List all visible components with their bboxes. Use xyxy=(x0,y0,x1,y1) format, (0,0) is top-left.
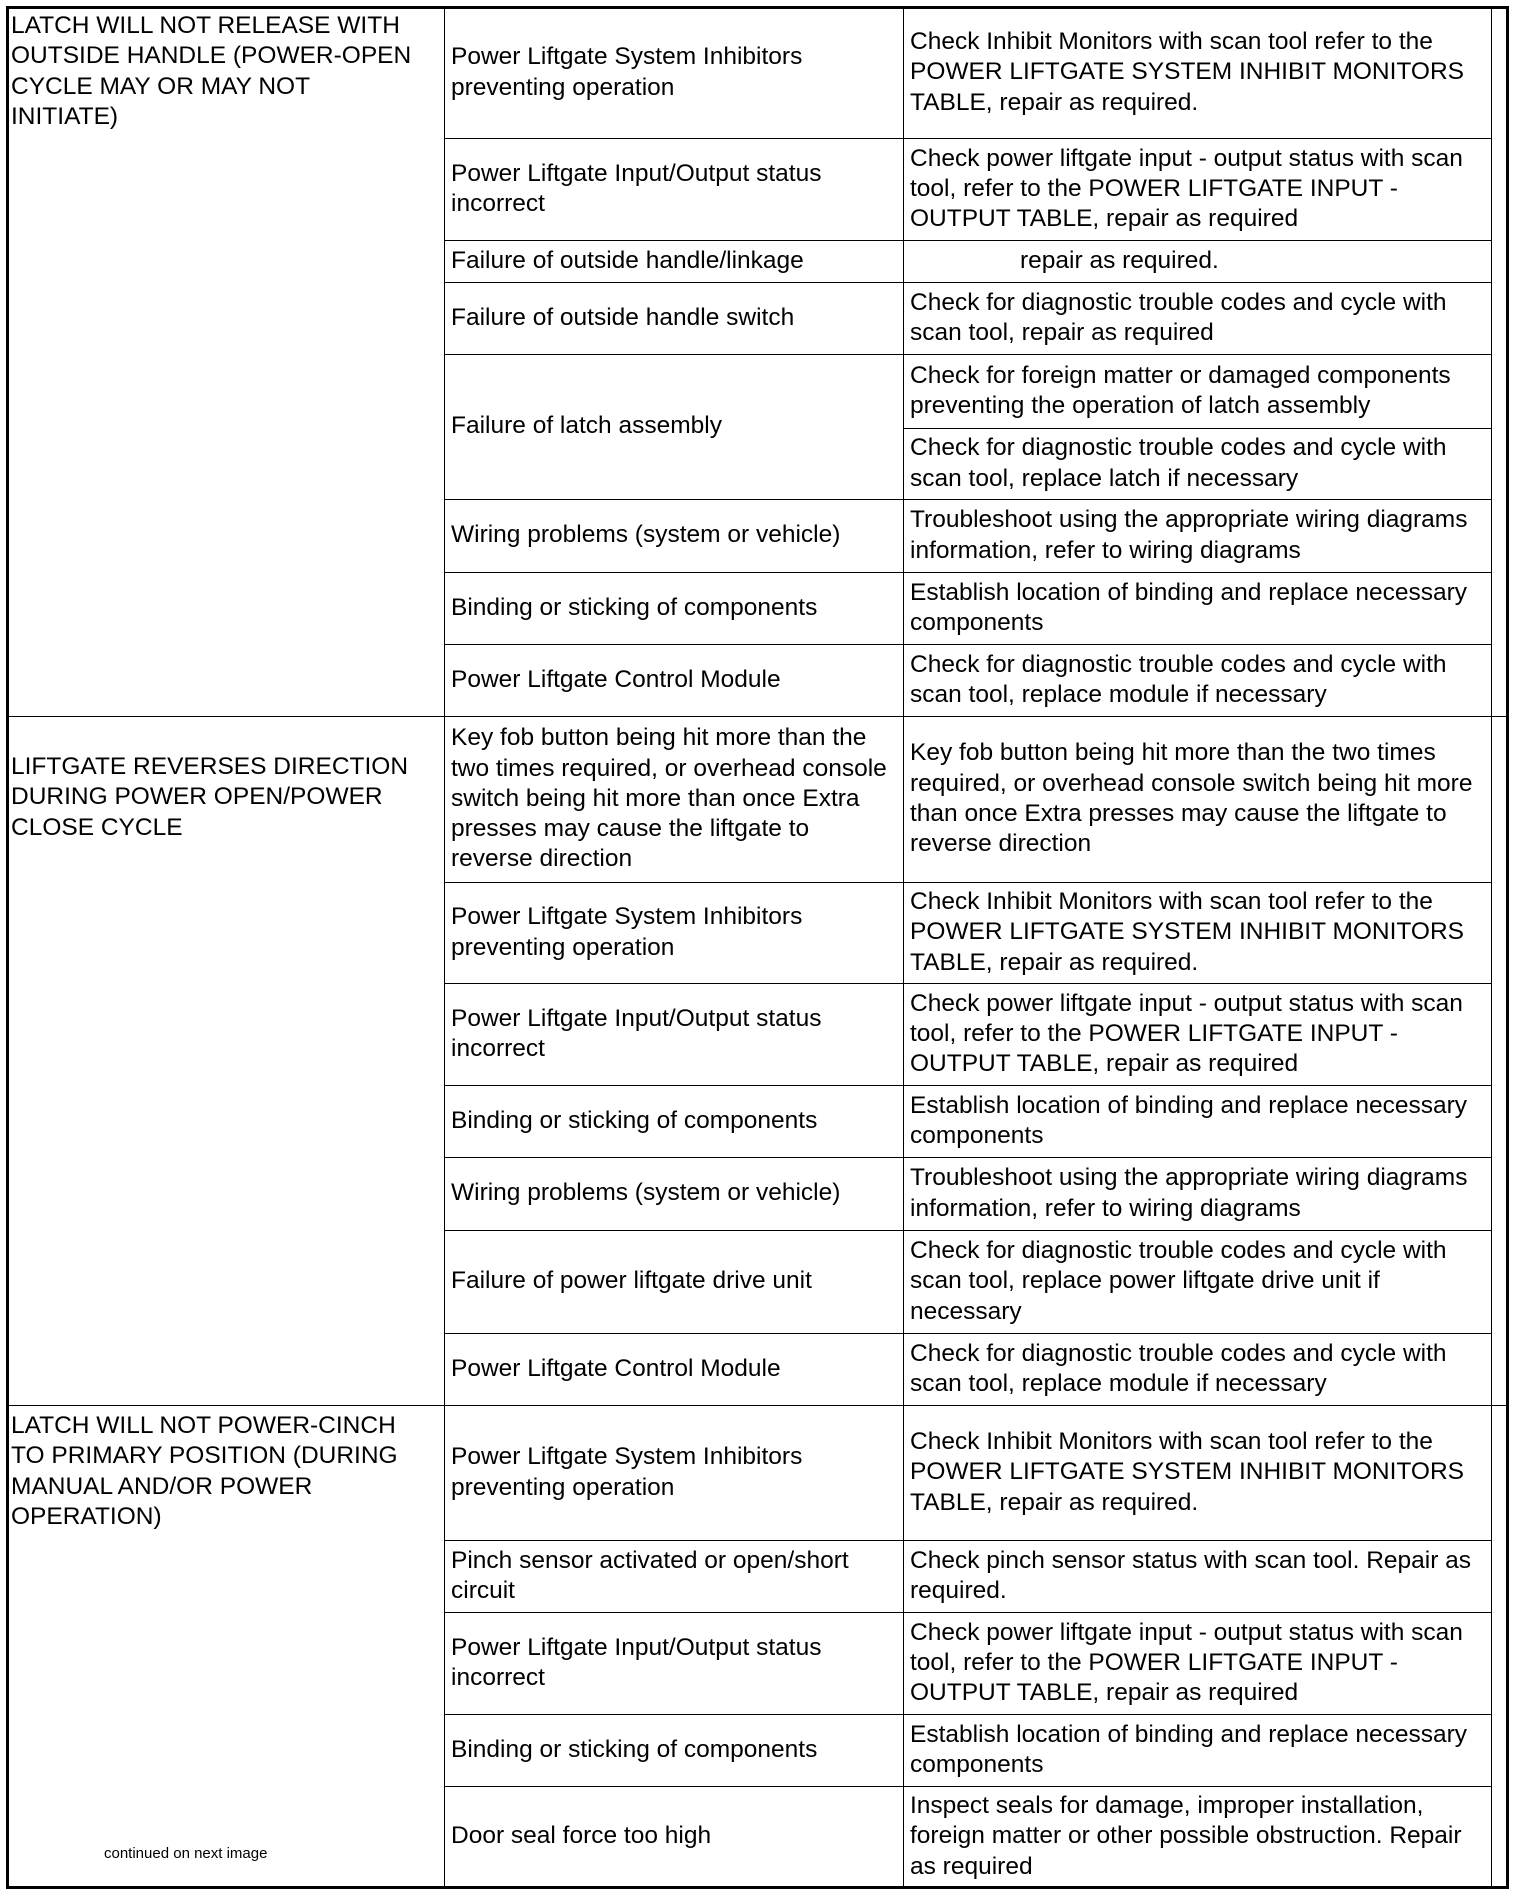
cause-text: Key fob button being hit more than the xyxy=(451,724,867,752)
symptom-text: OUTSIDE HANDLE (POWER-OPEN xyxy=(11,42,412,70)
cause-text: Binding or sticking of components xyxy=(451,593,818,621)
cause-text: switch being hit more than once Extra xyxy=(451,784,860,812)
action-text: information, refer to wiring diagrams xyxy=(910,536,1301,564)
cause-text: two times required, or overhead console xyxy=(451,754,887,782)
action-text: Establish location of binding and replace necessary xyxy=(910,1091,1468,1119)
symptom-text: CYCLE MAY OR MAY NOT xyxy=(11,72,311,100)
action-text: scan tool, replace power liftgate drive unit if xyxy=(910,1267,1380,1295)
table-border-top xyxy=(6,6,1509,9)
cause-text: incorrect xyxy=(451,1664,545,1691)
action-text: information, refer to wiring diagrams xyxy=(910,1194,1301,1222)
action-text: TABLE, repair as required. xyxy=(910,88,1199,116)
row-divider xyxy=(444,644,1491,645)
cause-text: reverse direction xyxy=(451,845,633,873)
action-text: required, or overhead console switch being hit more xyxy=(910,769,1473,797)
table-border-right xyxy=(1506,6,1509,1888)
cause-text: Failure of latch assembly xyxy=(451,412,722,440)
action-text: necessary xyxy=(910,1297,1022,1325)
row-divider xyxy=(444,1540,1491,1541)
symptom-text: MANUAL AND/OR POWER xyxy=(11,1472,313,1500)
symptom-text: LIFTGATE REVERSES DIRECTION xyxy=(11,753,409,780)
cause-text: Binding or sticking of components xyxy=(451,1106,818,1134)
action-text: components xyxy=(910,1122,1044,1149)
action-text: POWER LIFTGATE SYSTEM INHIBIT MONITORS xyxy=(910,1458,1465,1486)
cause-text: Power Liftgate System Inhibitors xyxy=(451,903,803,931)
action-text: scan tool, repair as required xyxy=(910,319,1214,346)
cause-text: preventing operation xyxy=(451,1473,675,1501)
table-border-bottom xyxy=(6,1886,1509,1889)
cause-text: Failure of outside handle/linkage xyxy=(451,246,804,274)
cause-text: Wiring problems (system or vehicle) xyxy=(451,521,841,549)
cause-text: circuit xyxy=(451,1577,515,1604)
cause-text: preventing operation xyxy=(451,933,675,961)
action-text: Check power liftgate input - output status with scan xyxy=(910,1618,1463,1646)
row-divider xyxy=(444,354,1491,355)
row-divider xyxy=(444,983,1491,984)
column-divider-action xyxy=(903,7,904,1887)
symptom-text: OPERATION) xyxy=(11,1502,162,1530)
action-text: POWER LIFTGATE SYSTEM INHIBIT MONITORS xyxy=(910,58,1465,86)
cause-text: Pinch sensor activated or open/short xyxy=(451,1546,849,1574)
action-text: than once Extra presses may cause the liftgate to xyxy=(910,800,1447,827)
cause-text: Door seal force too high xyxy=(451,1822,712,1850)
column-divider-cause xyxy=(444,7,445,1887)
cause-text: Power Liftgate Control Module xyxy=(451,1354,781,1382)
action-text: as required xyxy=(910,1852,1033,1880)
section-divider xyxy=(7,716,1508,717)
action-text: Establish location of binding and replace necessary xyxy=(910,578,1468,606)
symptom-text: INITIATE) xyxy=(11,102,119,130)
action-text: Check for diagnostic trouble codes and cycle with xyxy=(910,1339,1447,1367)
continued-note: continued on next image xyxy=(104,1845,268,1862)
action-text: TABLE, repair as required. xyxy=(910,1488,1199,1516)
action-text: tool, refer to the POWER LIFTGATE INPUT - xyxy=(910,1019,1398,1047)
action-text: Check for diagnostic trouble codes and cycle with xyxy=(910,434,1447,462)
row-divider xyxy=(444,882,1491,883)
action-text: tool, refer to the POWER LIFTGATE INPUT - xyxy=(910,1648,1398,1676)
action-text: Check Inhibit Monitors with scan tool refer to the xyxy=(910,1428,1433,1456)
cause-text: incorrect xyxy=(451,1035,545,1062)
row-divider xyxy=(444,1230,1491,1231)
action-text: POWER LIFTGATE SYSTEM INHIBIT MONITORS xyxy=(910,918,1465,946)
action-text: scan tool, replace module if necessary xyxy=(910,1370,1327,1397)
action-text: OUTPUT TABLE, repair as required xyxy=(910,205,1299,233)
cause-text: Failure of outside handle switch xyxy=(451,303,795,331)
cause-text: Failure of power liftgate drive unit xyxy=(451,1267,812,1295)
action-text: Key fob button being hit more than the two times xyxy=(910,739,1436,767)
row-divider xyxy=(444,1786,1491,1787)
action-text: preventing the operation of latch assembly xyxy=(910,392,1371,419)
cause-text: Power Liftgate System Inhibitors xyxy=(451,1443,803,1471)
action-text: scan tool, replace module if necessary xyxy=(910,681,1327,708)
column-divider-right xyxy=(1491,7,1492,1887)
action-text: components xyxy=(910,1751,1044,1778)
cause-text: Power Liftgate System Inhibitors xyxy=(451,43,803,71)
action-text: foreign matter or other possible obstruction. Repair xyxy=(910,1822,1462,1850)
action-text: components xyxy=(910,609,1044,636)
cause-text: Wiring problems (system or vehicle) xyxy=(451,1179,841,1207)
action-text: Inspect seals for damage, improper installation, xyxy=(910,1792,1424,1820)
cause-text: Power Liftgate Input/Output status xyxy=(451,1004,822,1032)
action-text: Check power liftgate input - output status with scan xyxy=(910,989,1463,1017)
symptom-text: CLOSE CYCLE xyxy=(11,813,183,841)
action-text: TABLE, repair as required. xyxy=(910,948,1199,976)
section-divider xyxy=(7,1405,1508,1406)
action-text: reverse direction xyxy=(910,830,1092,858)
cause-text: incorrect xyxy=(451,190,545,217)
action-text: Troubleshoot using the appropriate wiring diagrams xyxy=(910,506,1468,534)
action-text: Check for diagnostic trouble codes and cycle with xyxy=(910,1237,1447,1265)
symptom-text: DURING POWER OPEN/POWER xyxy=(11,783,383,811)
action-text: Check for diagnostic trouble codes and cycle with xyxy=(910,650,1447,678)
action-text: OUTPUT TABLE, repair as required xyxy=(910,1050,1299,1078)
row-divider xyxy=(444,1085,1491,1086)
symptom-text: LATCH WILL NOT RELEASE WITH xyxy=(11,12,400,39)
row-divider xyxy=(444,1714,1491,1715)
action-text: Check for foreign matter or damaged components xyxy=(910,361,1451,389)
cause-text: Power Liftgate Input/Output status xyxy=(451,1633,822,1661)
cause-text: Power Liftgate Input/Output status xyxy=(451,159,822,187)
symptom-text: TO PRIMARY POSITION (DURING xyxy=(11,1442,398,1470)
cause-text: presses may cause the liftgate to xyxy=(451,815,810,843)
action-text: OUTPUT TABLE, repair as required xyxy=(910,1679,1299,1707)
action-text: Check Inhibit Monitors with scan tool refer to the xyxy=(910,888,1433,916)
row-divider xyxy=(444,1333,1491,1334)
cause-text: preventing operation xyxy=(451,73,675,101)
action-text: Troubleshoot using the appropriate wiring diagrams xyxy=(910,1164,1468,1192)
table-border-left xyxy=(6,6,9,1888)
cause-text: Binding or sticking of components xyxy=(451,1735,818,1763)
row-divider xyxy=(444,1612,1491,1613)
action-text: tool, refer to the POWER LIFTGATE INPUT - xyxy=(910,174,1398,202)
row-divider xyxy=(444,572,1491,573)
action-text: Check for diagnostic trouble codes and cycle with xyxy=(910,288,1447,316)
row-divider xyxy=(444,1157,1491,1158)
row-divider xyxy=(444,138,1491,139)
row-divider xyxy=(444,240,1491,241)
action-text: Establish location of binding and replace necessary xyxy=(910,1720,1468,1748)
action-text: required. xyxy=(910,1577,1007,1604)
row-divider xyxy=(444,282,1491,283)
action-text: Check power liftgate input - output status with scan xyxy=(910,144,1463,172)
symptom-text: LATCH WILL NOT POWER-CINCH xyxy=(11,1412,396,1439)
action-text: Check Inhibit Monitors with scan tool refer to the xyxy=(910,28,1433,56)
action-split-divider xyxy=(903,428,1491,429)
row-divider xyxy=(444,499,1491,500)
action-text: Check pinch sensor status with scan tool. Repair as xyxy=(910,1546,1472,1574)
cause-text: Power Liftgate Control Module xyxy=(451,665,781,693)
action-text: scan tool, replace latch if necessary xyxy=(910,464,1299,492)
action-text: repair as required. xyxy=(1020,246,1219,274)
